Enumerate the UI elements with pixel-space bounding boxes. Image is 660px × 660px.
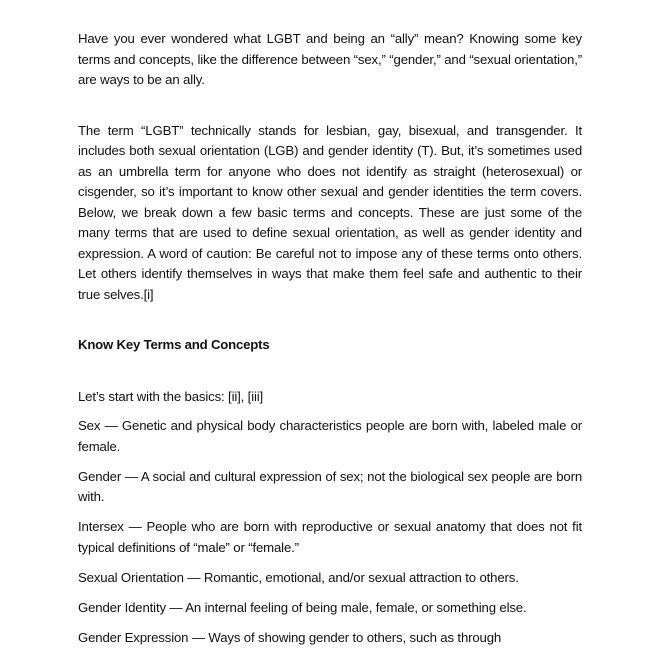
term-gender-expression: Gender Expression — Ways of showing gender to others, such as through — [78, 629, 502, 645]
basics-line: Let’s start with the basics: [ii], [iii] — [78, 388, 264, 404]
lgbt-paragraph: The term “LGBT” technically stands for lesbian, gay, bisexual, and transgender. It includes both sexual orientation (LGB) and gender identity (T). But, it’s sometimes used as an umbrella term for anyone who does not identify as straight (heterosexual) or cisgender, so it’s important to know other sexual and gender identities the term covers. Below, we break down a few basic terms and concepts. These are just some of the many terms that are used to define sexual orientation, as well as gender identity and expression. A word of caution: Be careful not to impose any of these terms onto others. Let others identify themselves in ways that make them feel safe and authentic to their true selves.[i] — [78, 122, 582, 302]
term-gender-identity: Gender Identity — An internal feeling of being male, female, or something else. — [78, 599, 527, 615]
term-sex: Sex — Genetic and physical body characteristics people are born with, labeled male or female. — [78, 418, 582, 454]
document-body — [78, 29, 582, 658]
term-sexual-orientation: Sexual Orientation — Romantic, emotional, and/or sexual attraction to others. — [78, 569, 519, 585]
term-intersex: Intersex — People who are born with reproductive or sexual anatomy that does not fit typical definitions of “male” or “female.” — [78, 519, 582, 555]
section-heading: Know Key Terms and Concepts — [78, 337, 270, 352]
term-gender: Gender — A social and cultural expression of sex; not the biological sex people are born with. — [78, 468, 582, 504]
intro-paragraph: Have you ever wondered what LGBT and being an “ally” mean? Knowing some key terms and concepts, like the difference between “sex,” “gender,” and “sexual orientation,” are ways to be an ally. — [78, 31, 582, 87]
